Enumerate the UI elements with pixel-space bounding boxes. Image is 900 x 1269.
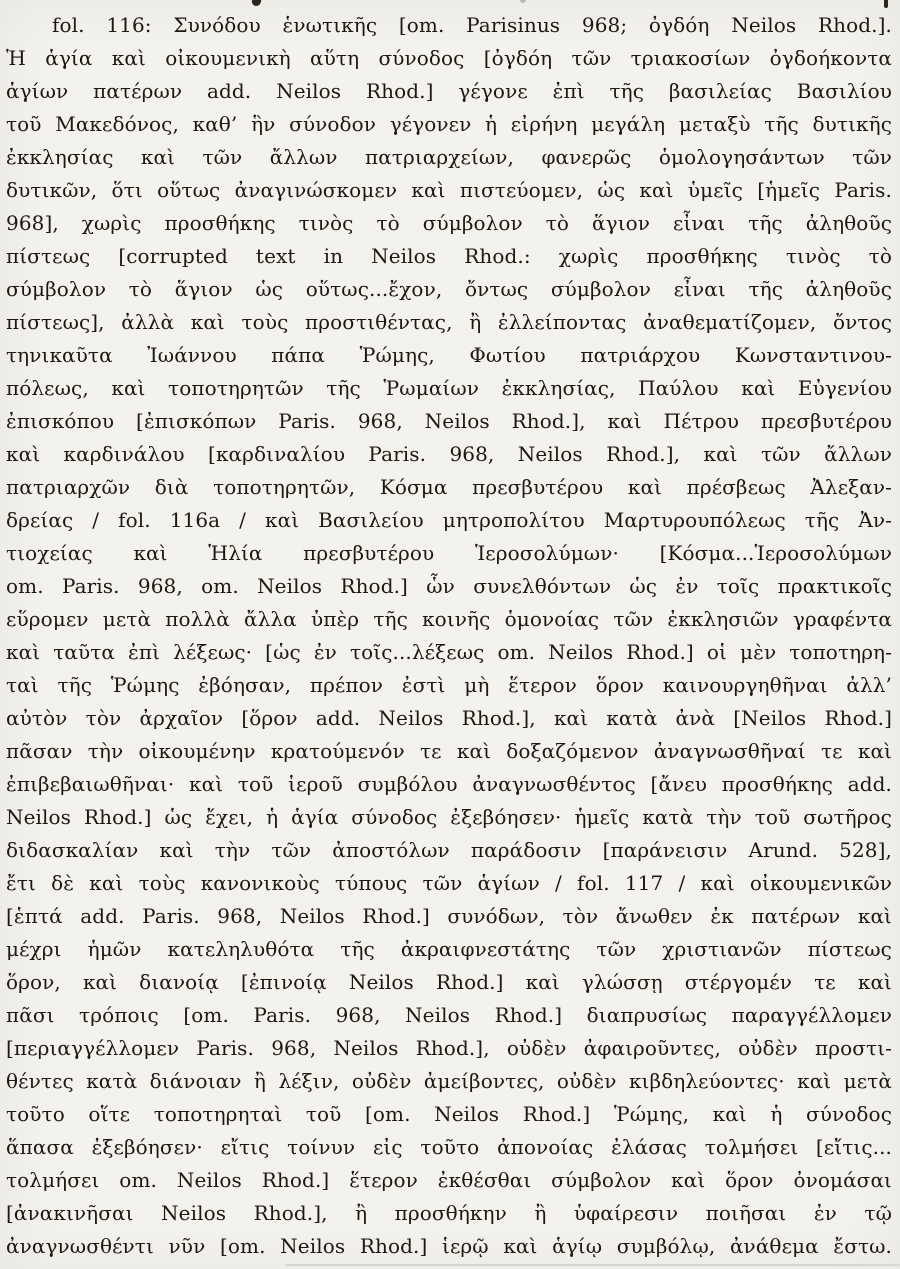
text-line: ἅπασα ἐξεβόησεν· εἴτις τοίνυν εἰς τοῦτο ἀπονοίας ἐλάσας τολμήσει [εἴτις... bbox=[6, 1135, 892, 1159]
scan-artifact-descender bbox=[251, 0, 262, 7]
text-line: Neilos Rhod.] ὡς ἔχει, ἡ ἁγία σύνοδος ἐξεβόησεν· ἡμεῖς κατὰ τὴν τοῦ σωτῆρος bbox=[6, 805, 892, 829]
text-line: 968], χωρὶς προσθήκης τινὸς τὸ σύμβολον τὸ ἅγιον εἶναι τῆς ἀληθοῦς bbox=[6, 211, 892, 235]
text-line: om. Paris. 968, om. Neilos Rhod.] ὧν συνελθόντων ὡς ἐν τοῖς πρακτικοῖς bbox=[6, 574, 892, 598]
text-line: ἁγίων πατέρων add. Neilos Rhod.] γέγονε ἐπὶ τῆς βασιλείας Βασιλίου bbox=[6, 79, 892, 103]
text-line: ἐκκλησίας καὶ τῶν ἄλλων πατριαρχείων, φανερῶς ὁμολογησάντων τῶν bbox=[6, 145, 892, 169]
text-line: [ἑπτά add. Paris. 968, Neilos Rhod.] συνόδων, τὸν ἄνωθεν ἐκ πατέρων καὶ bbox=[6, 904, 892, 928]
text-line: πατριαρχῶν διὰ τοποτηρητῶν, Κόσμα πρεσβυτέρου καὶ πρέσβεως Ἀλεξαν- bbox=[6, 475, 892, 499]
text-line: αὐτὸν τὸν ἀρχαῖον [ὅρον add. Neilos Rhod.], καὶ κατὰ ἀνὰ [Neilos Rhod.] bbox=[6, 706, 892, 730]
text-line: fol. 116: Συνόδου ἑνωτικῆς [om. Parisinus 968; ὀγδόη Neilos Rhod.]. bbox=[52, 13, 892, 37]
text-line: πίστεως], ἀλλὰ καὶ τοὺς προστιθέντας, ἢ ἐλλείποντας ἀναθεματίζομεν, ὄντος bbox=[6, 310, 892, 334]
scan-artifact-dot bbox=[520, 0, 526, 3]
text-line: πίστεως [corrupted text in Neilos Rhod.: χωρὶς προσθήκης τινὸς τὸ bbox=[6, 244, 892, 268]
scan-artifact-sliver bbox=[884, 0, 888, 8]
text-line: καὶ καρδινάλου [καρδιναλίου Paris. 968, Neilos Rhod.], καὶ τῶν ἄλλων bbox=[6, 442, 892, 466]
text-line: [ἀνακινῆσαι Neilos Rhod.], ἢ προσθήκην ἢ ὑφαίρεσιν ποιῆσαι ἐν τῷ bbox=[6, 1201, 892, 1225]
text-line: ἔτι δὲ καὶ τοὺς κανονικοὺς τύπους τῶν ἁγίων / fol. 117 / καὶ οἰκουμενικῶν bbox=[6, 871, 892, 895]
text-line: πᾶσαν τὴν οἰκουμένην κρατούμενόν τε καὶ δοξαζόμενον ἀναγνωσθῆναί τε καὶ bbox=[6, 739, 892, 763]
greek-text-block bbox=[6, 9, 892, 1263]
scan-shadow-streak bbox=[285, 1264, 900, 1266]
text-line: πόλεως, καὶ τοποτηρητῶν τῆς Ῥωμαίων ἐκκλησίας, Παύλου καὶ Εὐγενίου bbox=[6, 376, 892, 400]
text-line: διδασκαλίαν καὶ τὴν τῶν ἀποστόλων παράδοσιν [παράνεισιν Arund. 528], bbox=[6, 838, 892, 862]
text-line: θέντες κατὰ διάνοιαν ἢ λέξιν, οὐδὲν ἀμείβοντες, οὐδὲν κιβδηλεύοντες· καὶ μετὰ bbox=[6, 1069, 892, 1093]
text-line: ὅρον, καὶ διανοίᾳ [ἐπινοίᾳ Neilos Rhod.] καὶ γλώσσῃ στέργομέν τε καὶ bbox=[6, 970, 892, 994]
text-line: καὶ ταῦτα ἐπὶ λέξεως· [ὡς ἐν τοῖς...λέξεως om. Neilos Rhod.] οἱ μὲν τοποτηρη- bbox=[6, 640, 892, 664]
text-line: τοῦτο οἵτε τοποτηρηταὶ τοῦ [om. Neilos Rhod.] Ῥώμης, καὶ ἡ σύνοδος bbox=[6, 1102, 892, 1126]
text-line: δρείας / fol. 116a / καὶ Βασιλείου μητροπολίτου Μαρτυρουπόλεως τῆς Ἀν- bbox=[6, 508, 892, 532]
text-line: εὕρομεν μετὰ πολλὰ ἄλλα ὑπὲρ τῆς κοινῆς ὁμονοίας τῶν ἐκκλησιῶν γραφέντα bbox=[6, 607, 892, 631]
text-line: τολμήσει om. Neilos Rhod.] ἕτερον ἐκθέσθαι σύμβολον καὶ ὅρον ὀνομάσαι bbox=[6, 1168, 892, 1192]
text-line: [περιαγγέλλομεν Paris. 968, Neilos Rhod.], οὐδὲν ἀφαιροῦντες, οὐδὲν προστι- bbox=[6, 1036, 892, 1060]
text-line: τοῦ Μακεδόνος, καθ’ ἣν σύνοδον γέγονεν ἡ εἰρήνη μεγάλη μεταξὺ τῆς δυτικῆς bbox=[6, 112, 892, 136]
text-line: μέχρι ἡμῶν κατεληλυθότα τῆς ἀκραιφνεστάτης τῶν χριστιανῶν πίστεως bbox=[6, 937, 892, 961]
text-line: τηνικαῦτα Ἰωάννου πάπα Ῥώμης, Φωτίου πατριάρχου Κωνσταντινου- bbox=[6, 343, 892, 367]
text-line: ἐπισκόπου [ἐπισκόπων Paris. 968, Neilos Rhod.], καὶ Πέτρου πρεσβυτέρου bbox=[6, 409, 892, 433]
text-line: Ἡ ἁγία καὶ οἰκουμενικὴ αὕτη σύνοδος [ὀγδόη τῶν τριακοσίων ὀγδοήκοντα bbox=[6, 46, 892, 70]
text-line: ἀναγνωσθέντι νῦν [om. Neilos Rhod.] ἱερῷ καὶ ἁγίῳ συμβόλῳ, ἀνάθεμα ἔστω. bbox=[6, 1234, 892, 1258]
text-line: ἐπιβεβαιωθῆναι· καὶ τοῦ ἱεροῦ συμβόλου ἀναγνωσθέντος [ἄνευ προσθήκης add. bbox=[6, 772, 892, 796]
text-line: τιοχείας καὶ Ἡλία πρεσβυτέρου Ἱεροσολύμων· [Κόσμα...Ἱεροσολύμων bbox=[6, 541, 892, 565]
text-line: πᾶσι τρόποις [om. Paris. 968, Neilos Rhod.] διαπρυσίως παραγγέλλομεν bbox=[6, 1003, 892, 1027]
text-line: δυτικῶν, ὅτι οὕτως ἀναγινώσκομεν καὶ πιστεύομεν, ὡς καὶ ὑμεῖς [ἡμεῖς Paris. bbox=[6, 178, 892, 202]
text-line: ταὶ τῆς Ῥώμης ἐβόησαν, πρέπον ἐστὶ μὴ ἕτερον ὅρον καινουργηθῆναι ἀλλ’ bbox=[6, 673, 892, 697]
text-line: σύμβολον τὸ ἅγιον ὡς οὕτως...ἔχον, ὄντως σύμβολον εἶναι τῆς ἀληθοῦς bbox=[6, 277, 892, 301]
